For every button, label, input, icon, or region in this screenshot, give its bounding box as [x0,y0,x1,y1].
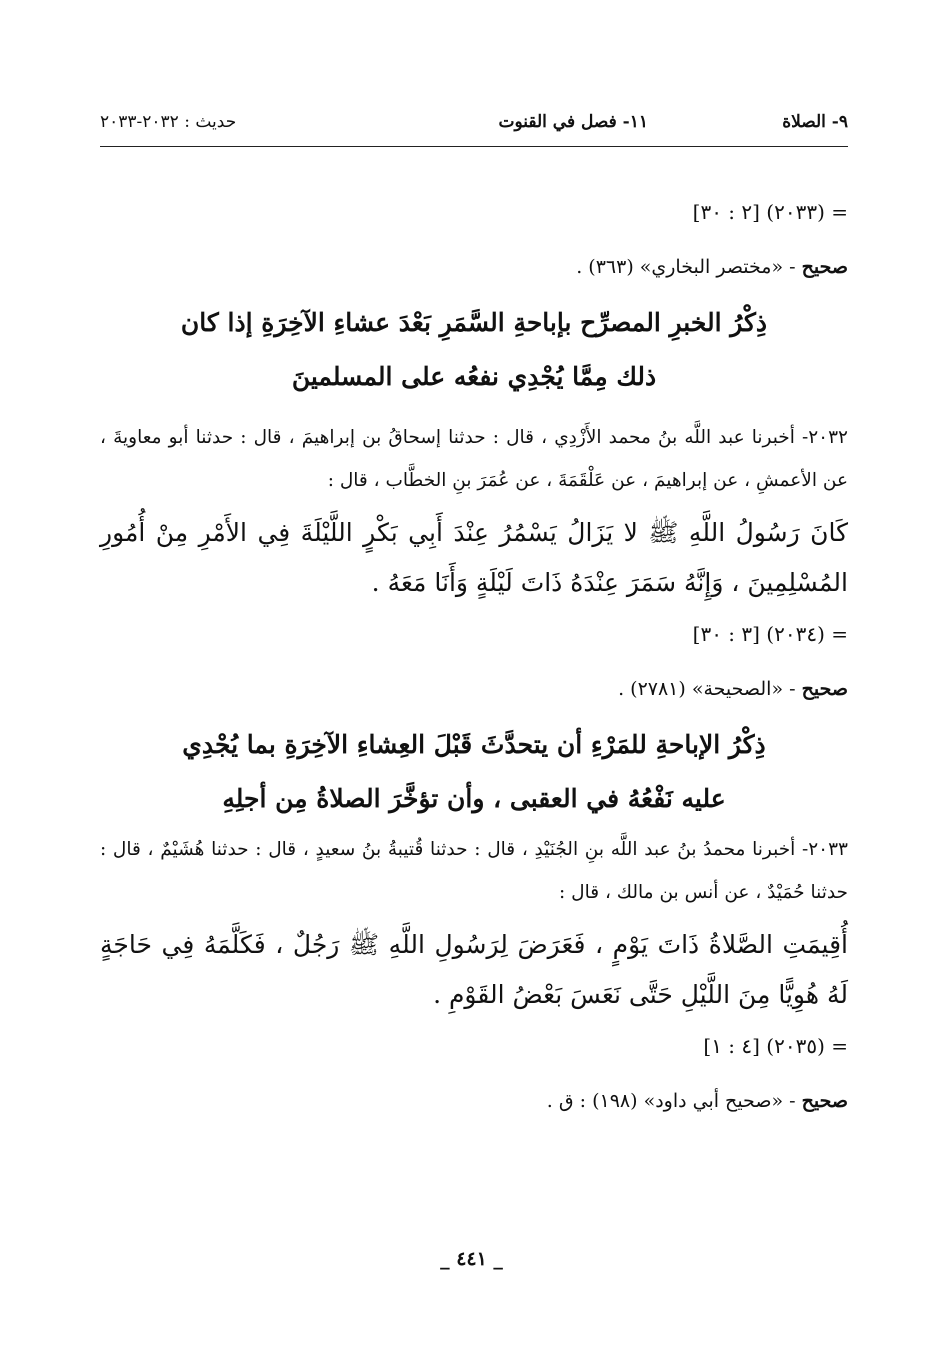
header-hadith-range: حديث : ٢٠٣٢-٢٠٣٣ [100,112,237,132]
header-section-title: ٩- الصلاة [782,112,848,132]
grading-source: - «مختصر البخاري» (٣٦٣) . [576,256,802,278]
running-header [100,112,848,147]
hadith-matn: أُقِيمَتِ الصَّلاةُ ذَاتَ يَوْمٍ ، فَعَرَضَ لِرَسُولِ اللَّهِ ﷺ رَجُلٌ ، فَكَلَّمَهُ فِي حَاجَةٍ لَهُ هُوِيًّا مِنَ اللَّيْلِ حَتَّى نَعَسَ بَعْضُ القَوْمِ . [100,930,848,1009]
chapter-heading-line: عليه نَفْعُهُ في العقبى ، وأن تؤخَّرَ الصلاةُ مِن أجلِهِ [222,784,726,813]
grading-line [100,1074,848,1132]
reference-line: = (٢٠٣٤) [٣ : ٣٠] [692,622,848,646]
chapter-heading-line: ذِكْرُ الإباحةِ للمَرْءِ أن يتحدَّثَ قَبْلَ العِشاءِ الآخِرَةِ بما يُجْدِي [182,730,766,759]
hadith-isnad: ٢٠٣٣- أخبرنا محمدُ بنُ عبد اللَّه بنِ الجُنَيْدِ ، قال : حدثنا قُتيبةُ بنُ سعيدٍ ، قال : حدثنا هُشَيْمٌ ، قال : حدثنا حُمَيْدٌ ، عن أنس بن مالك ، قال : [100,839,848,903]
grading-line [100,240,848,298]
grading-source: - «الصحيحة» (٢٧٨١) . [618,678,802,700]
header-chapter-title: ١١- فصل في القنوت [498,112,648,132]
grading-label: صحيح [801,678,848,700]
reference-line: = (٢٠٣٥) [٤ : ١] [703,1034,848,1058]
reference-line: = (٢٠٣٣) [٢ : ٣٠] [692,200,848,224]
grading-source: - «صحيح أبي داود» (١٩٨) : ق . [546,1090,802,1112]
chapter-heading-line: ذِكْرُ الخبرِ المصرِّح بإباحةِ السَّمَرِ بَعْدَ عشاءِ الآخِرَةِ إذا كان [180,308,768,337]
grading-label: صحيح [801,1090,848,1112]
chapter-heading-line: ذلك مِمَّا يُجْدِي نفعُه على المسلمينَ [291,362,657,391]
page-body [100,192,848,1132]
hadith-matn: كَانَ رَسُولُ اللَّهِ ﷺ لا يَزَالُ يَسْمُرُ عِنْدَ أَبِي بَكْرٍ اللَّيْلَةَ فِي الأَمْرِ مِنْ أُمُورِ المُسْلِمِينَ ، وَإِنَّهُ سَمَرَ عِنْدَهُ ذَاتَ لَيْلَةٍ وَأَنَا مَعَهُ . [100,518,848,597]
hadith-isnad: ٢٠٣٢- أخبرنا عبد اللَّه بنُ محمد الأَزْدِي ، قال : حدثنا إسحاقُ بن إبراهيمَ ، قال : حدثنا أبو معاويةَ ، عن الأعمشِ ، عن إبراهيمَ ، عن عَلْقَمَةَ ، عن عُمَرَ بنِ الخطَّاب ، قال : [100,427,848,491]
grading-label: صحيح [801,256,848,278]
grading-line [100,662,848,720]
page-number: _ ٤٤١ _ [440,1248,503,1270]
